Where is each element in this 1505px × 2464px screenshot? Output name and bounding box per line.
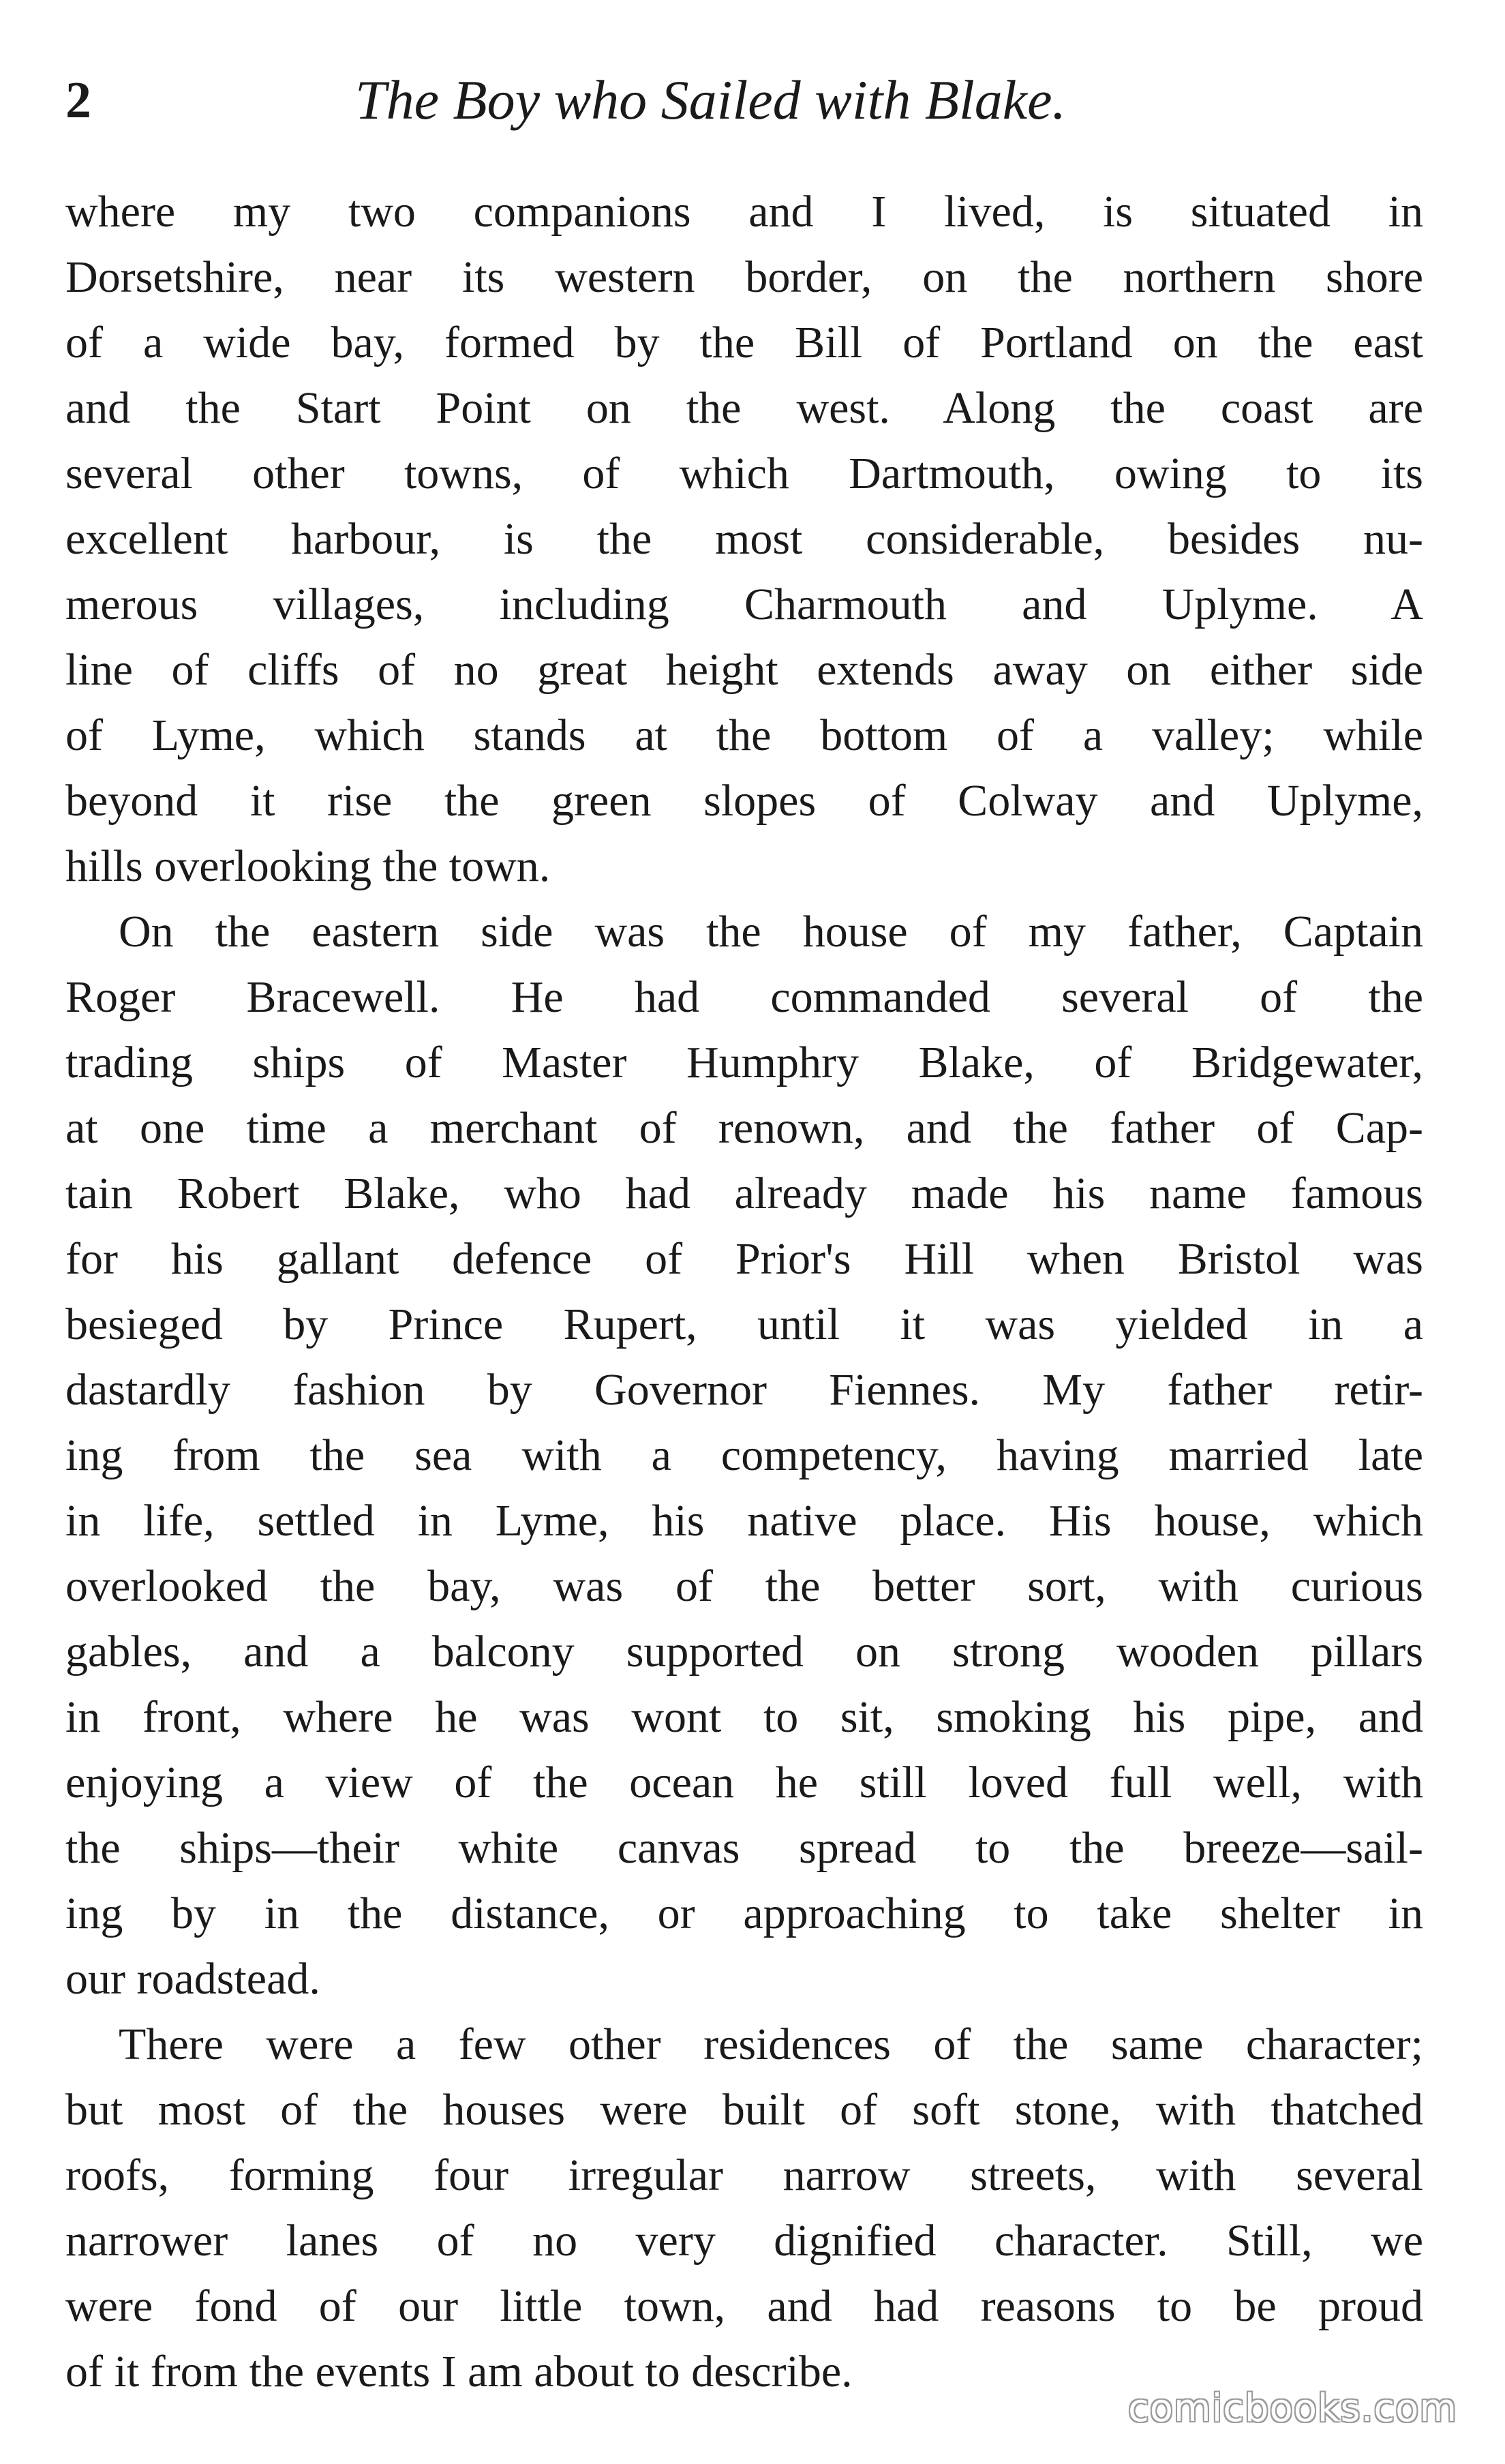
paragraph-2 (65, 899, 1423, 2012)
paragraph-1 (65, 179, 1423, 899)
page-number: 2 (65, 72, 91, 129)
text-line: There were a few other residences of the same character; (119, 2019, 1423, 2069)
watermark: comicbooks.com (1127, 2386, 1457, 2431)
text-line: overlooked the bay, was of the better sort, with curious (65, 1561, 1423, 1611)
text-line: several other towns, of which Dartmouth, owing to its (65, 449, 1423, 498)
text-line: of Lyme, which stands at the bottom of a valley; while (65, 710, 1423, 760)
text-line: roofs, forming four irregular narrow streets, with several (65, 2150, 1423, 2200)
text-line: merous villages, including Charmouth and Uplyme. A (65, 580, 1423, 629)
text-line: line of cliffs of no great height extends away on either side (65, 645, 1423, 695)
text-line: dastardly fashion by Governor Fiennes. My father retir- (65, 1365, 1423, 1415)
text-line: ing from the sea with a competency, having married late (65, 1430, 1423, 1480)
text-line: of a wide bay, formed by the Bill of Portland on the east (65, 318, 1423, 367)
text-line: where my two companions and I lived, is situated in (65, 187, 1423, 237)
text-line: in life, settled in Lyme, his native place. His house, which (65, 1496, 1423, 1546)
text-line: beyond it rise the green slopes of Colway and Uplyme, (65, 776, 1423, 826)
text-line: ing by in the distance, or approaching to take shelter in (65, 1889, 1423, 1938)
text-line: were fond of our little town, and had reasons to be proud (65, 2281, 1423, 2331)
text-line: hills overlooking the town. (65, 841, 551, 891)
text-line: at one time a merchant of renown, and the father of Cap- (65, 1103, 1423, 1153)
text-line: besieged by Prince Rupert, until it was yielded in a (65, 1299, 1423, 1349)
running-head (65, 63, 1429, 138)
text-line: but most of the houses were built of soft stone, with thatched (65, 2085, 1423, 2135)
text-line: narrower lanes of no very dignified character. Still, we (65, 2216, 1423, 2266)
text-line: and the Start Point on the west. Along the coast are (65, 383, 1423, 433)
text-line: enjoying a view of the ocean he still loved full well, with (65, 1758, 1423, 1807)
body-text (65, 179, 1423, 2405)
text-line: in front, where he was wont to sit, smoking his pipe, and (65, 1692, 1423, 1742)
text-line: Dorsetshire, near its western border, on the northern shore (65, 252, 1423, 302)
text-line: the ships—their white canvas spread to the breeze—sail- (65, 1823, 1423, 1873)
running-title: The Boy who Sailed with Blake. (355, 69, 1067, 131)
text-line: tain Robert Blake, who had already made his name famous (65, 1169, 1423, 1218)
text-line: excellent harbour, is the most considerable, besides nu- (65, 514, 1423, 564)
text-line: of it from the events I am about to describe. (65, 2347, 853, 2397)
text-line: our roadstead. (65, 1954, 320, 2004)
text-line: for his gallant defence of Prior's Hill when Bristol was (65, 1234, 1423, 1284)
text-line: trading ships of Master Humphry Blake, of Bridgewater, (65, 1038, 1423, 1087)
text-line: gables, and a balcony supported on strong wooden pillars (65, 1627, 1423, 1677)
text-line: Roger Bracewell. He had commanded several of the (65, 972, 1423, 1022)
paragraph-3 (65, 2012, 1423, 2405)
text-line: On the eastern side was the house of my father, Captain (119, 907, 1423, 957)
